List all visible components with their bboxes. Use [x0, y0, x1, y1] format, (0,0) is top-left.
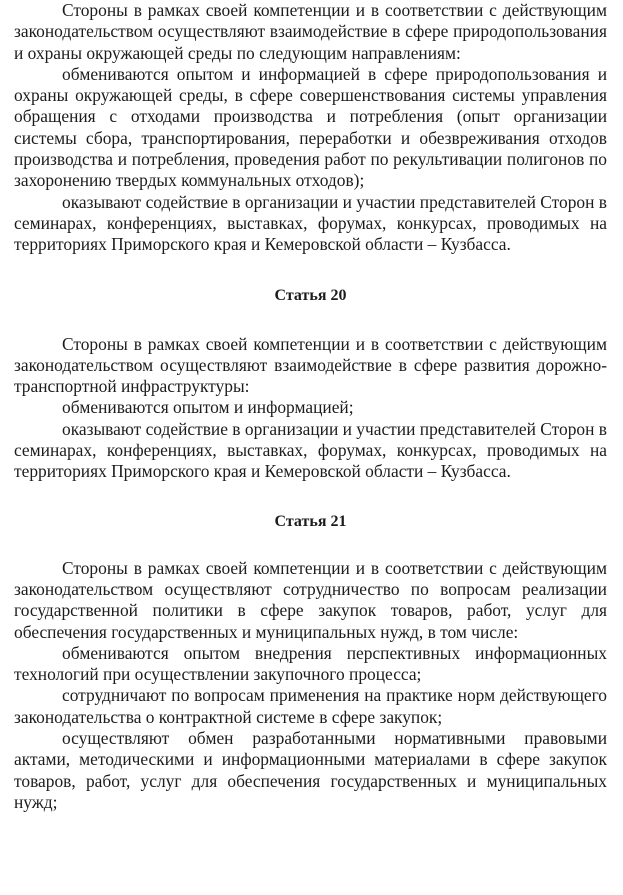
paragraph: оказывают содействие в организации и участии представителей Сторон в семинарах, конференциях, выставках, форумах, конкурсах, проводимых на территориях Приморского края и Кемеровской области – Кузбасса.	[14, 418, 607, 482]
paragraph: обмениваются опытом внедрения перспективных информационных технологий при осуществлении закупочного процесса;	[14, 642, 607, 685]
paragraph: оказывают содействие в организации и участии представителей Сторон в семинарах, конференциях, выставках, форумах, конкурсах, проводимых на территориях Приморского края и Кемеровской области – Кузбасса.	[14, 191, 607, 255]
section-top	[14, 0, 607, 256]
article-20	[14, 285, 607, 483]
article-21	[14, 511, 607, 814]
paragraph: обмениваются опытом и информацией;	[62, 397, 354, 418]
paragraph: обмениваются опытом и информацией в сфере природопользования и охраны окружающей среды, в сфере совершенствования системы управления обращения с отходами производства и потребления (опыт организации системы сбора, транспортирования, переработки и обезвреживания отходов производства и потребления, проведения работ по рекультивации полигонов по захоронению твердых коммунальных отходов);	[14, 63, 607, 191]
paragraph: Стороны в рамках своей компетенции и в соответствии с действующим законодательством осуществляют взаимодействие в сфере развития дорожно-транспортной инфраструктуры:	[14, 333, 607, 397]
paragraph: осуществляют обмен разработанными нормативными правовыми актами, методическими и информационными материалами в сфере закупок товаров, работ, услуг для обеспечения государственных и муниципальных нужд;	[14, 728, 607, 812]
article-heading: Статья 21	[274, 512, 347, 530]
paragraph: сотрудничают по вопросам применения на практике норм действующего законодательства о контрактной системе в сфере закупок;	[14, 685, 607, 727]
document-page	[14, 0, 607, 813]
article-heading: Статья 20	[274, 286, 347, 304]
paragraph: Стороны в рамках своей компетенции и в соответствии с действующим законодательством осуществляют взаимодействие в сфере природопользования и охраны окружающей среды по следующим направлениям:	[14, 0, 607, 63]
paragraph: Стороны в рамках своей компетенции и в соответствии с действующим законодательством осуществляют сотрудничество по вопросам реализации государственной политики в сфере закупок товаров, работ, услуг для обеспечения государственных и муниципальных нужд, в том числе:	[14, 557, 607, 642]
